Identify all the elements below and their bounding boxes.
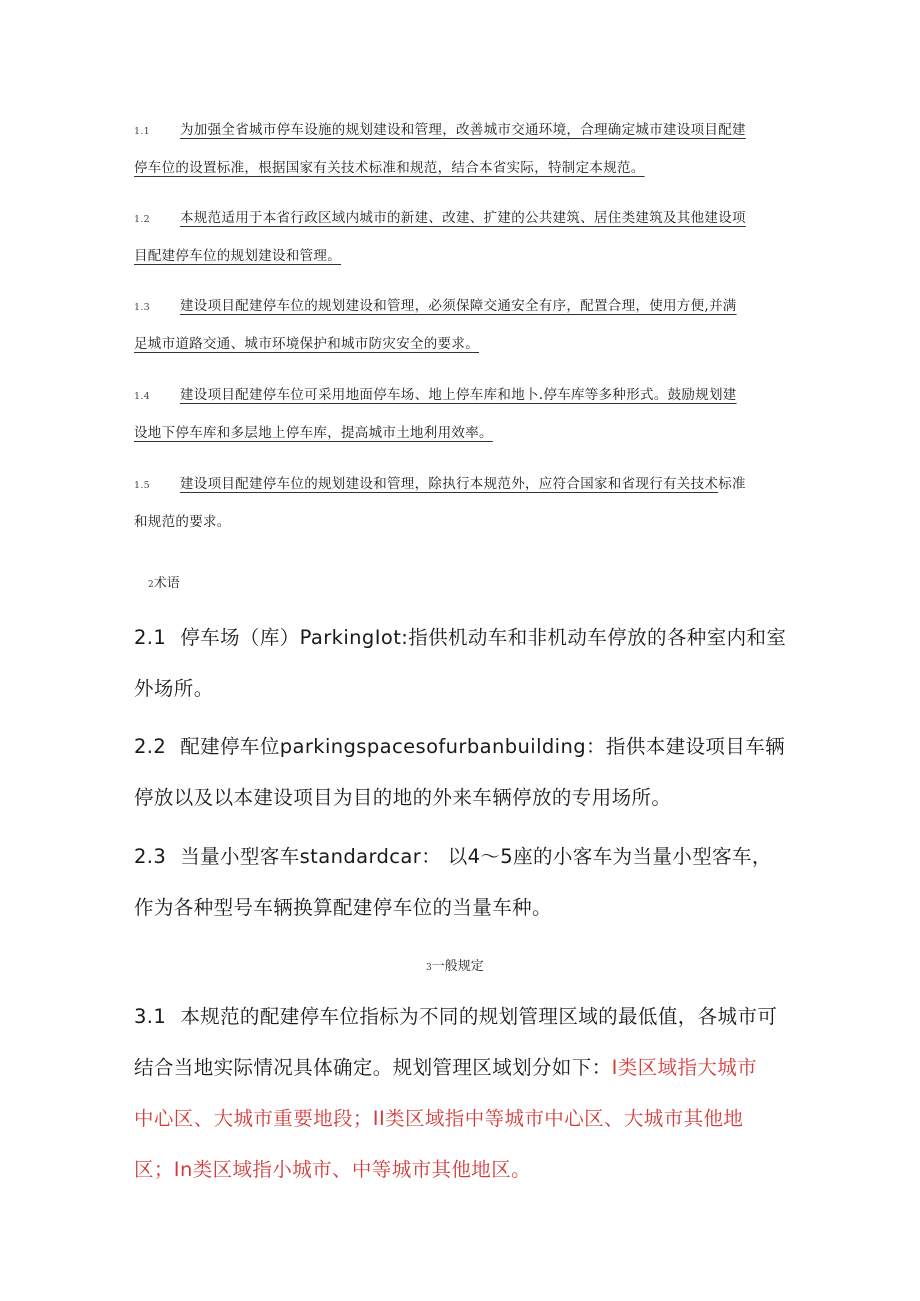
clause-text: 为加强全省城市停车设施的规划建设和管理，改善城市交通环境，合理确定城市建设项目配建 xyxy=(180,122,746,138)
paragraph-2-2 xyxy=(134,721,794,823)
highlighted-text: I类区域指大城市 xyxy=(611,1056,758,1079)
clause-text: 外场所。 xyxy=(134,677,214,700)
heading-number: 2 xyxy=(148,580,154,590)
paragraph-2-3 xyxy=(134,831,794,933)
clause-text: 设地下停车库和多层地上停车库，提高城市土地利用效率。 xyxy=(134,425,493,441)
clause-number: 1.5 xyxy=(134,480,151,491)
section-heading-2 xyxy=(148,572,180,591)
paragraph-1-5 xyxy=(134,465,789,541)
paragraph-1-1 xyxy=(134,111,789,187)
clause-text: 停车位的设置标准，根据国家有关技术标准和规范，结合本省实际，特制定本规范。 xyxy=(134,160,645,176)
clause-number: 2.3 xyxy=(134,845,167,868)
clause-number: 3.1 xyxy=(134,1005,167,1028)
clause-text: 本规范适用于本省行政区域内城市的新建、改建、扩建的公共建筑、居住类建筑及其他建设项 xyxy=(180,210,746,226)
paragraph-1-4 xyxy=(134,376,789,452)
clause-text: 本规范的配建停车位指标为不同的规划管理区域的最低值，各城市可 xyxy=(180,1005,778,1028)
clause-number: 1.1 xyxy=(134,126,151,137)
highlighted-text: 中心区、大城市重要地段；II类区域指中等城市中心区、大城市其他地 xyxy=(134,1107,744,1130)
clause-text: 当量小型客车standardcar： 以4～5座的小客车为当量小型客车， xyxy=(180,845,772,868)
clause-text: 和规范的要求。 xyxy=(134,514,231,530)
clause-number: 1.2 xyxy=(134,214,151,225)
clause-text: 足城市道路交通、城市环境保护和城市防灾安全的要求。 xyxy=(134,336,479,352)
paragraph-1-2 xyxy=(134,199,789,275)
clause-text: 配建停车位parkingspacesofurbanbuilding：指供本建设项目车辆 xyxy=(180,735,786,758)
clause-text-tail: 标准 xyxy=(718,476,746,492)
clause-text: 停放以及以本建设项目为目的地的外来车辆停放的专用场所。 xyxy=(134,786,672,809)
clause-text: 建设项目配建停车位的规划建设和管理，除执行本规范外，应符合国家和省现行有关技术 xyxy=(180,476,719,492)
clause-text: 建设项目配建停车位的规划建设和管理，必须保障交通安全有序，配置合理，使用方便,并满 xyxy=(180,298,737,314)
clause-number: 2.1 xyxy=(134,626,167,649)
heading-title: 术语 xyxy=(153,576,180,591)
clause-number: 1.3 xyxy=(134,302,151,313)
clause-text: 作为各种型号车辆换算配建停车位的当量车种。 xyxy=(134,896,552,919)
section-heading-3 xyxy=(426,955,484,974)
clause-text: 目配建停车位的规划建设和管理。 xyxy=(134,248,341,264)
heading-number: 3 xyxy=(426,963,432,973)
heading-title: 一般规定 xyxy=(431,959,484,974)
clause-number: 2.2 xyxy=(134,735,167,758)
clause-text: 结合当地实际情况具体确定。规划管理区域划分如下： xyxy=(134,1056,612,1079)
paragraph-1-3 xyxy=(134,287,789,363)
clause-text: 停车场（库）ParkingIot:指供机动车和非机动车停放的各种室内和室 xyxy=(180,626,787,649)
clause-number: 1.4 xyxy=(134,391,151,402)
clause-text: 建设项目配建停车位可采用地面停车场、地上停车库和地卜.停车库等多种形式。鼓励规划建 xyxy=(180,387,737,403)
highlighted-text: 区；In类区域指小城市、中等城市其他地区。 xyxy=(134,1158,532,1181)
paragraph-2-1 xyxy=(134,612,794,714)
paragraph-3-1 xyxy=(134,991,794,1195)
